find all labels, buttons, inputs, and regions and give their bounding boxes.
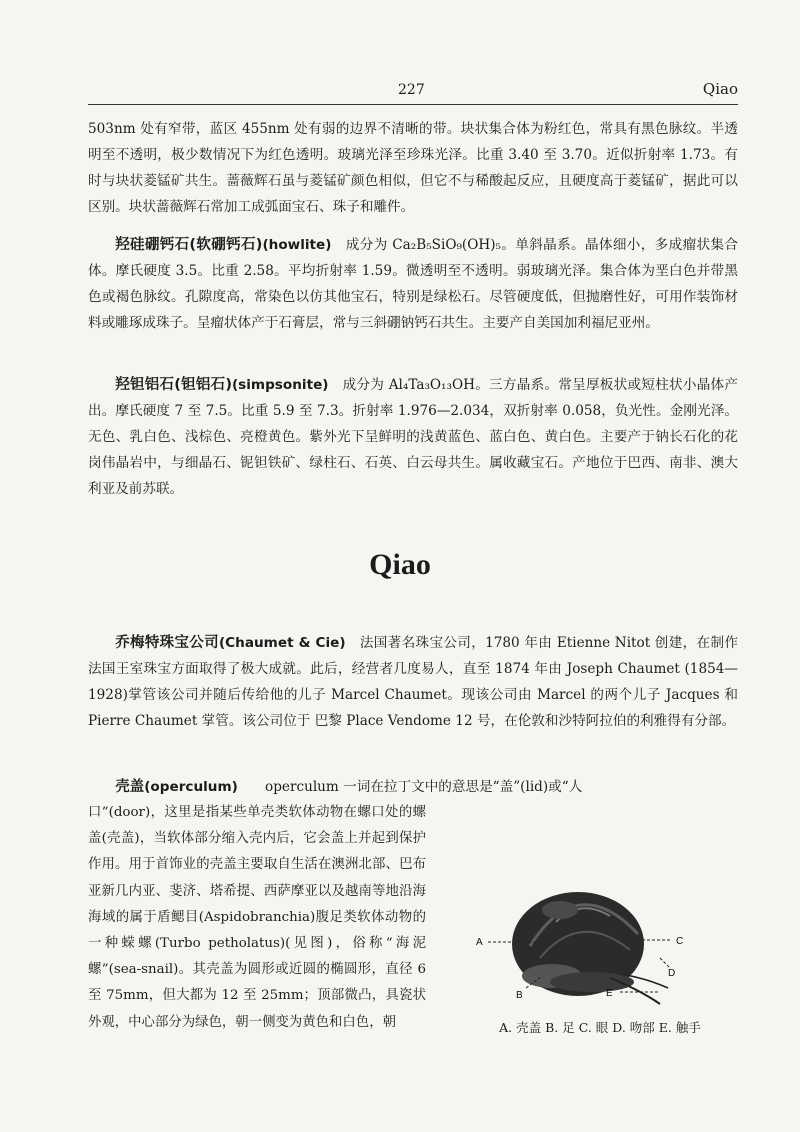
entry-howlite bbox=[88, 232, 738, 336]
sea-snail-figure bbox=[460, 850, 740, 1050]
entry-body: 成分为 Al₄Ta₃O₁₃OH。三方晶系。常呈厚板状或短柱状小晶体产出。摩氏硬度 7 至 7.5。比重 5.9 至 7.3。折射率 1.976—2.034，双折射率 0.058，负光性。金刚光泽。无色、乳白色、浅棕色、亮橙黄色。紫外光下呈鲜明的浅黄蓝色、蓝白色、黄白色。主要产于钠长石化的花岗伟晶岩中，与细晶石、铌钽铁矿、绿柱石、石英、白云母共生。属收藏宝石。产地位于巴西、南非、澳大利亚及前苏联。 bbox=[88, 377, 738, 497]
paragraph-intro-continuation: 503nm 处有窄带，蓝区 455nm 处有弱的边界不清晰的带。块状集合体为粉红色，常具有黑色脉纹。半透明至不透明，极少数情况下为红色透明。玻璃光泽至珍珠光泽。比重 3.40 至 3.70。近似折射率 1.73。有时与块状菱锰矿共生。蔷薇辉石虽与菱锰矿颜色相似，但它不与稀酸起反应，且硬度高于菱锰矿，据此可以区别。块状蔷薇辉石常加工成弧面宝石、珠子和雕件。 bbox=[88, 121, 738, 215]
sea-snail-illustration bbox=[460, 850, 740, 1020]
entry-term-en: (howlite) bbox=[262, 237, 332, 253]
figure-label-a: A bbox=[476, 937, 483, 948]
entry-term-en: (simpsonite) bbox=[231, 377, 329, 393]
entry-term-en: (Chaumet & Cie) bbox=[218, 635, 346, 651]
section-heading: Qiao bbox=[369, 548, 431, 581]
header-rule bbox=[88, 104, 738, 105]
page-number: 227 bbox=[398, 82, 425, 98]
figure-caption: A. 壳盖 B. 足 C. 眼 D. 吻部 E. 触手 bbox=[499, 1020, 701, 1035]
entry-body: 成分为 Ca₂B₅SiO₉(OH)₅。单斜晶系。晶体细小，多成瘤状集合体。摩氏硬度 3.5。比重 2.58。平均折射率 1.59。微透明至不透明。弱玻璃光泽。集合体为垩白色并带黑色或褐色脉纹。孔隙度高，常染色以仿其他宝石，特别是绿松石。尽管硬度低，但抛磨性好，可用作装饰材料或雕琢成珠子。呈瘤状体产于石膏层，常与三斜硼钠钙石共生。主要产自美国加利福尼亚州。 bbox=[88, 237, 738, 331]
entry-term: 羟硅硼钙石(软硼钙石) bbox=[115, 237, 263, 253]
page-header bbox=[88, 78, 738, 102]
entry-operculum-wrapped: 口”(door)，这里是指某些单壳类软体动物在螺口处的螺盖(壳盖)，当软体部分缩入壳内后，它会盖上并起到保护作用。用于首饰业的壳盖主要取自生活在澳洲北部、巴布亚新几内亚、斐济、塔希提、西萨摩亚以及越南等地沿海海域的属于盾鳃目(Aspidobranchia)腹足类软体动物的一种蝾螺(Turbo petholatus)(见图)，俗称“海泥螺”(sea-snail)。其壳盖为圆形或近圆的椭圆形，直径 6 至 75mm，但大都为 12 至 25mm；顶部微凸，具瓷状外观，中心部分为绿色，朝一侧变为黄色和白色，朝 bbox=[88, 805, 426, 1030]
running-head: Qiao bbox=[702, 80, 738, 98]
figure-label-b: B bbox=[516, 990, 523, 1001]
entry-term: 乔梅特珠宝公司 bbox=[115, 635, 219, 651]
entry-term: 羟钽铝石(钽铝石) bbox=[115, 377, 232, 393]
figure-label-d: D bbox=[668, 968, 676, 979]
entry-simpsonite bbox=[88, 372, 738, 502]
figure-label-c: C bbox=[676, 936, 684, 947]
entry-term-en: (operculum) bbox=[144, 779, 238, 795]
entry-operculum-first-line bbox=[88, 774, 738, 800]
entry-body: operculum 一词在拉丁文中的意思是“盖”(lid)或“人 bbox=[237, 779, 583, 795]
entry-chaumet bbox=[88, 630, 738, 734]
entry-body: 法国著名珠宝公司，1780 年由 Etienne Nitot 创建，在制作法国王室珠宝方面取得了极大成就。此后，经营者几度易人，直至 1874 年由 Joseph Chaumet (1854—1928)掌管该公司并随后传给他的儿子 Marcel Chaumet。现该公司由 Marcel 的两个儿子 Jacques 和 Pierre Chaumet 掌管。该公司位于 巴黎 Place Vendome 12 号，在伦敦和沙特阿拉伯的利雅得有分部。 bbox=[88, 635, 738, 729]
entry-term: 壳盖 bbox=[115, 779, 145, 795]
figure-label-e: E bbox=[606, 988, 613, 999]
